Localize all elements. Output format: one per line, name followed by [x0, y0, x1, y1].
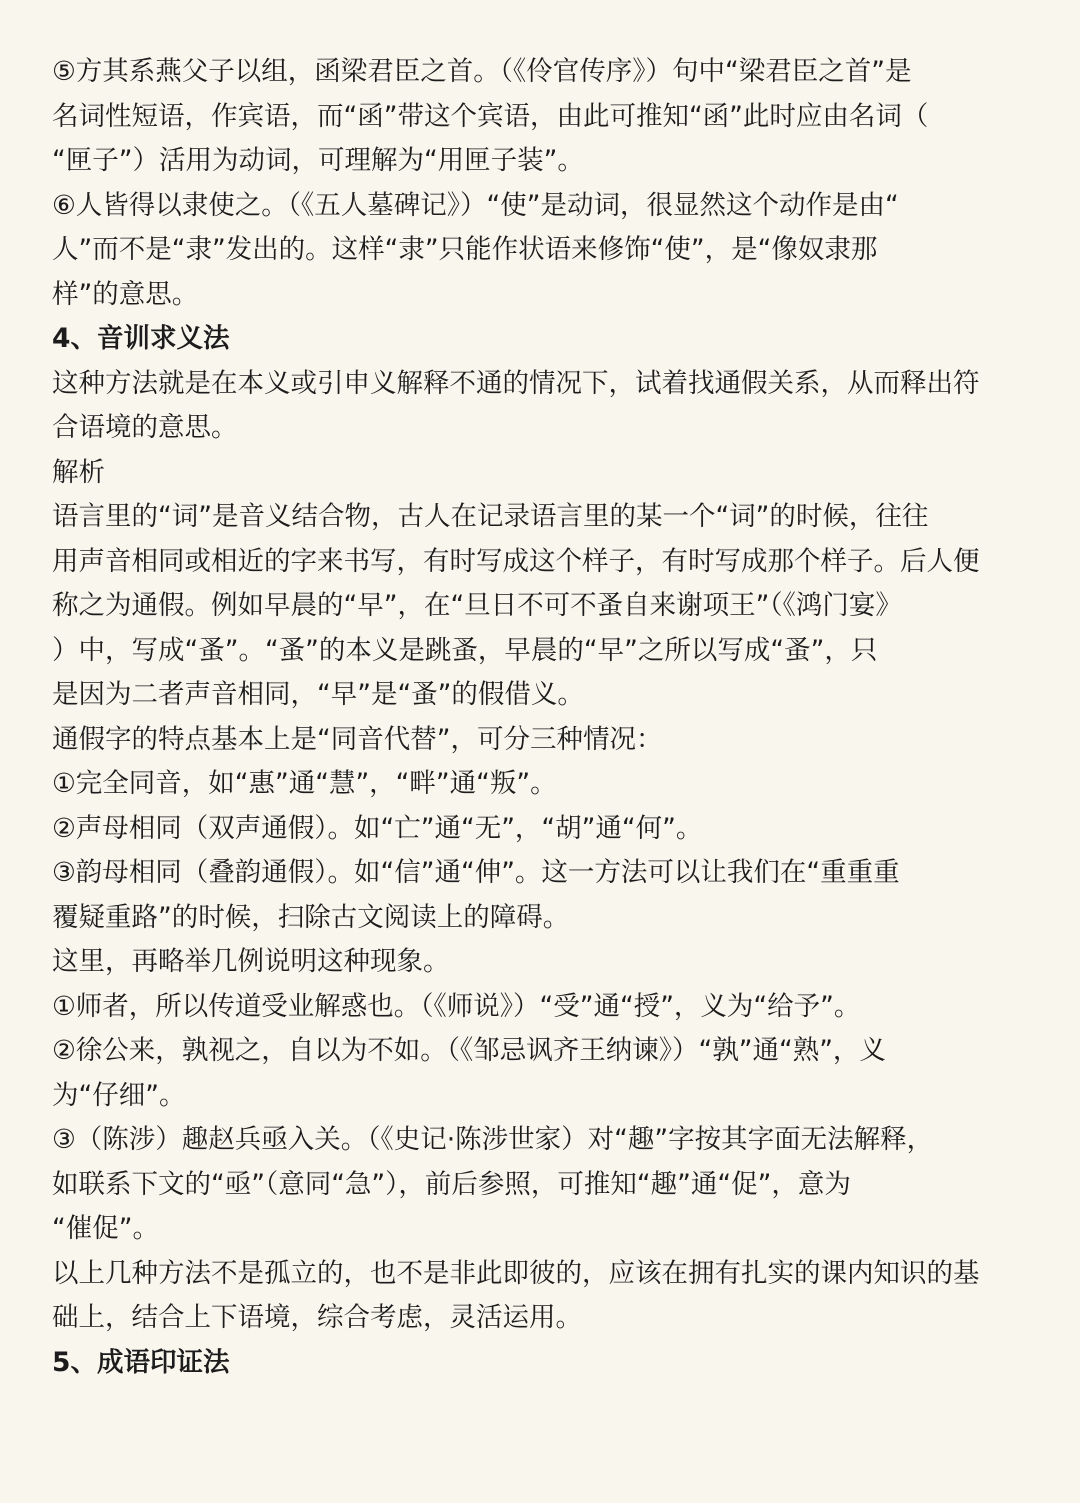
text-line-8: 这种方法就是在本义或引申义解释不通的情况下，试着找通假关系，从而释出符	[52, 367, 980, 399]
analysis-label: 解析	[52, 456, 105, 488]
text-line-6: 样”的意思。	[52, 278, 199, 310]
text-line-13: 称之为通假。例如早晨的“早”，在“旦日不可不蚤自来谢项王”（《鸿门宴》	[52, 590, 902, 621]
text-line-24: 为“仔细”。	[52, 1079, 186, 1111]
text-line-20: 覆疑重路”的时候，扫除古文阅读上的障碍。	[52, 901, 570, 933]
text-line-12: 用声音相同或相近的字来书写，有时写成这个样子，有时写成那个样子。后人便	[52, 545, 980, 577]
section-heading-4: 4、音训求义法	[52, 323, 230, 354]
text-line-1: ⑤方其系燕父子以组，函梁君臣之首。（《伶官传序》）句中“梁君臣之首”是	[52, 56, 912, 87]
text-line-26: 如联系下文的“亟”（意同“急”），前后参照，可推知“趣”通“促”，意为	[52, 1168, 851, 1200]
text-line-3: “匣子”）活用为动词，可理解为“用匣子装”。	[52, 145, 584, 176]
text-line-16: 通假字的特点基本上是“同音代替”，可分三种情况：	[52, 723, 663, 755]
text-line-29: 础上，结合上下语境，综合考虑，灵活运用。	[52, 1302, 582, 1333]
text-line-4: ⑥人皆得以隶使之。（《五人墓碑记》）“使”是动词，很显然这个动作是由“	[52, 189, 899, 221]
text-line-15: 是因为二者声音相同，“早”是“蚤”的假借义。	[52, 679, 584, 710]
list-item-3: ③韵母相同（叠韵通假）。如“信”通“伸”。这一方法可以让我们在“重重重	[52, 857, 900, 888]
list-item-1: ①完全同音，如“惠”通“慧”，“畔”通“叛”。	[52, 768, 557, 799]
text-line-9: 合语境的意思。	[52, 412, 238, 443]
text-line-2: 名词性短语，作宾语，而“函”带这个宾语，由此可推知“函”此时应由名词（	[52, 100, 929, 132]
example-item-2: ②徐公来，孰视之，自以为不如。（《邹忌讽齐王纳谏》）“孰”通“熟”，义	[52, 1035, 886, 1066]
text-line-27: “催促”。	[52, 1213, 159, 1244]
example-item-1: ①师者，所以传道受业解惑也。（《师说》）“受”通“授”，义为“给予”。	[52, 990, 861, 1022]
section-heading-5: 5、成语印证法	[52, 1346, 230, 1378]
text-line-14: ）中，写成“蚤”。“蚤”的本义是跳蚤，早晨的“早”之所以写成“蚤”，只	[52, 634, 878, 666]
example-item-3: ③（陈涉）趣赵兵亟入关。（《史记·陈涉世家）对“趣”字按其字面无法解释，	[52, 1124, 934, 1155]
text-line-11: 语言里的“词”是音义结合物，古人在记录语言里的某一个“词”的时候，往往	[52, 501, 929, 532]
list-item-2: ②声母相同（双声通假）。如“亡”通“无”，“胡”通“何”。	[52, 812, 703, 844]
text-line-5: 人”而不是“隶”发出的。这样“隶”只能作状语来修饰“使”，是“像奴隶那	[52, 234, 878, 265]
document-page	[52, 50, 1012, 1385]
text-line-28: 以上几种方法不是孤立的，也不是非此即彼的，应该在拥有扎实的课内知识的基	[52, 1257, 980, 1289]
text-line-21: 这里，再略举几例说明这种现象。	[52, 946, 450, 977]
